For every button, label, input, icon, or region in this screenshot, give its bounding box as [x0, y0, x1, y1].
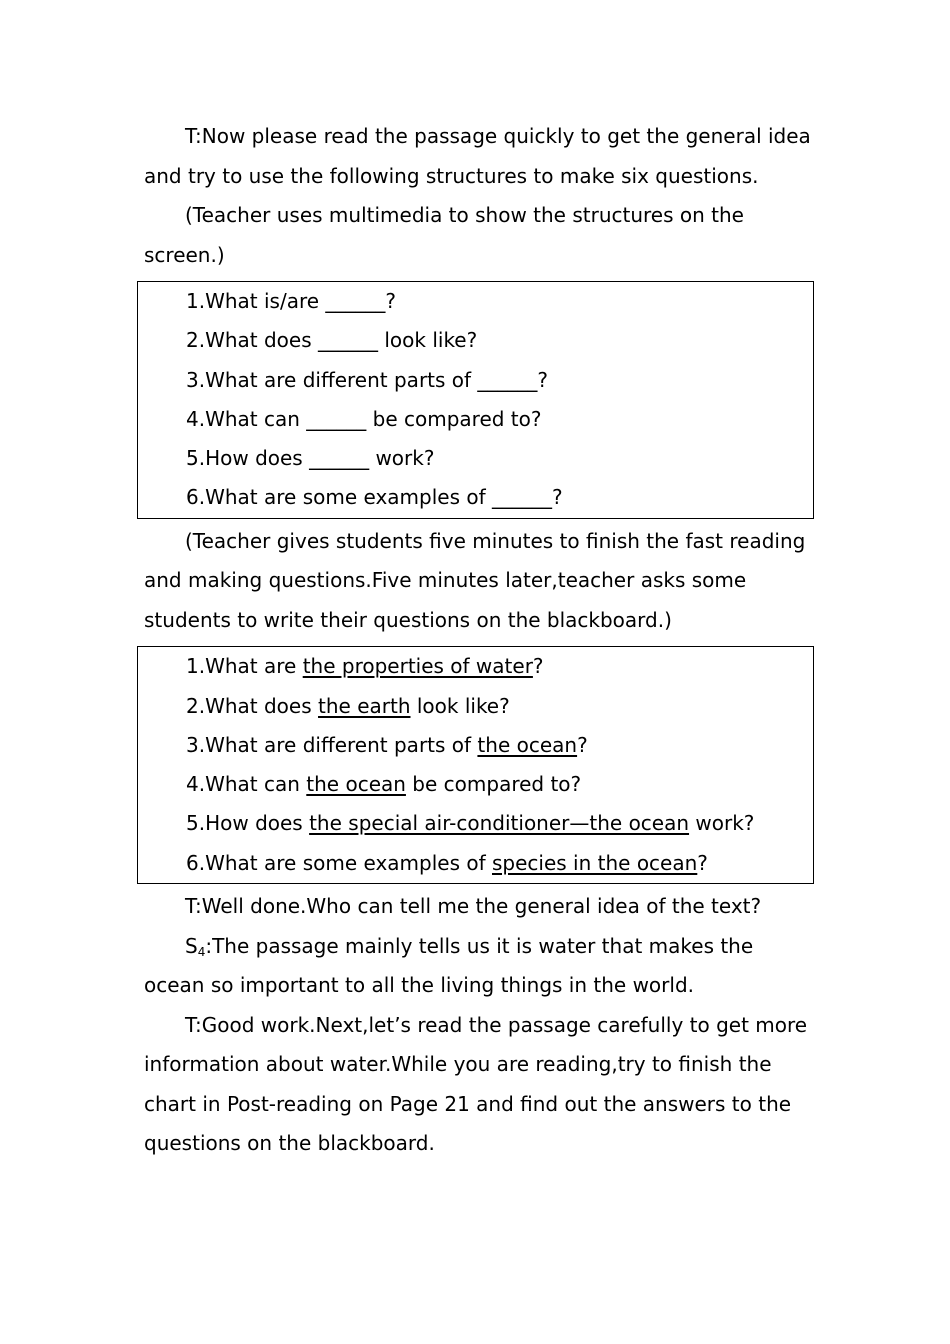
question-text: be compared to?	[405, 772, 582, 797]
question-text: ?	[577, 732, 588, 757]
document-page	[144, 117, 814, 1164]
teacher-general-idea-question: T:Well done.Who can tell me the general idea of the text?	[185, 894, 762, 919]
student-question	[138, 647, 813, 686]
question-text: ?	[697, 850, 708, 875]
student-question	[138, 804, 813, 843]
question-text: look like?	[410, 693, 510, 718]
question-topic: the ocean	[477, 732, 578, 757]
question-text: ?	[532, 654, 544, 679]
question-text: 4.What can	[186, 772, 307, 797]
structure-item: 4.What can ______ be compared to?	[186, 406, 542, 431]
student-question	[138, 765, 813, 804]
student-number-subscript: 4	[197, 944, 206, 959]
structure-item: 2.What does ______ look like?	[186, 328, 478, 353]
question-topic: the ocean	[306, 772, 406, 797]
question-topic: the properties of water	[302, 654, 533, 679]
student-question	[138, 844, 813, 883]
question-text: 1.What are	[186, 654, 303, 679]
structure-item: 5.How does ______ work?	[186, 446, 435, 471]
student-answer-text: :The passage mainly tells us it is water that makes the ocean so important to all the living things in the world.	[144, 933, 754, 998]
student-questions-box	[137, 646, 814, 884]
question-topic: the special air-conditioner—the ocean	[309, 811, 690, 836]
teacher-careful-reading-instruction: T:Good work.Next,let’s read the passage carefully to get more information about water.While you are reading,try to finish the chart in Post-reading on Page 21 and find out the answers to the questions on the blackboard.	[144, 1012, 808, 1156]
student-question	[138, 687, 813, 726]
question-topic: species in the ocean	[492, 850, 698, 875]
question-text: 6.What are some examples of	[186, 850, 492, 875]
question-text: 3.What are different parts of	[186, 732, 478, 757]
stage-direction-multimedia: (Teacher uses multimedia to show the structures on the screen.)	[144, 203, 744, 267]
student-answer	[144, 927, 814, 1006]
question-text: 2.What does	[186, 693, 319, 718]
structures-box	[137, 281, 814, 519]
structure-item: 6.What are some examples of ______?	[186, 485, 563, 510]
question-text: 5.How does	[186, 811, 310, 836]
question-topic: the earth	[318, 693, 411, 718]
structure-item: 3.What are different parts of ______?	[186, 367, 549, 392]
student-label: S	[185, 933, 198, 958]
structure-item: 1.What is/are ______?	[186, 289, 397, 313]
student-question	[138, 726, 813, 765]
question-text: work?	[689, 811, 755, 836]
teacher-instruction: T:Now please read the passage quickly to get the general idea and try to use the following structures to make six questions.	[144, 124, 811, 188]
stage-direction-fast-reading: (Teacher gives students five minutes to finish the fast reading and making questions.Five minutes later,teacher asks some students to write their questions on the blackboard.)	[144, 528, 806, 632]
